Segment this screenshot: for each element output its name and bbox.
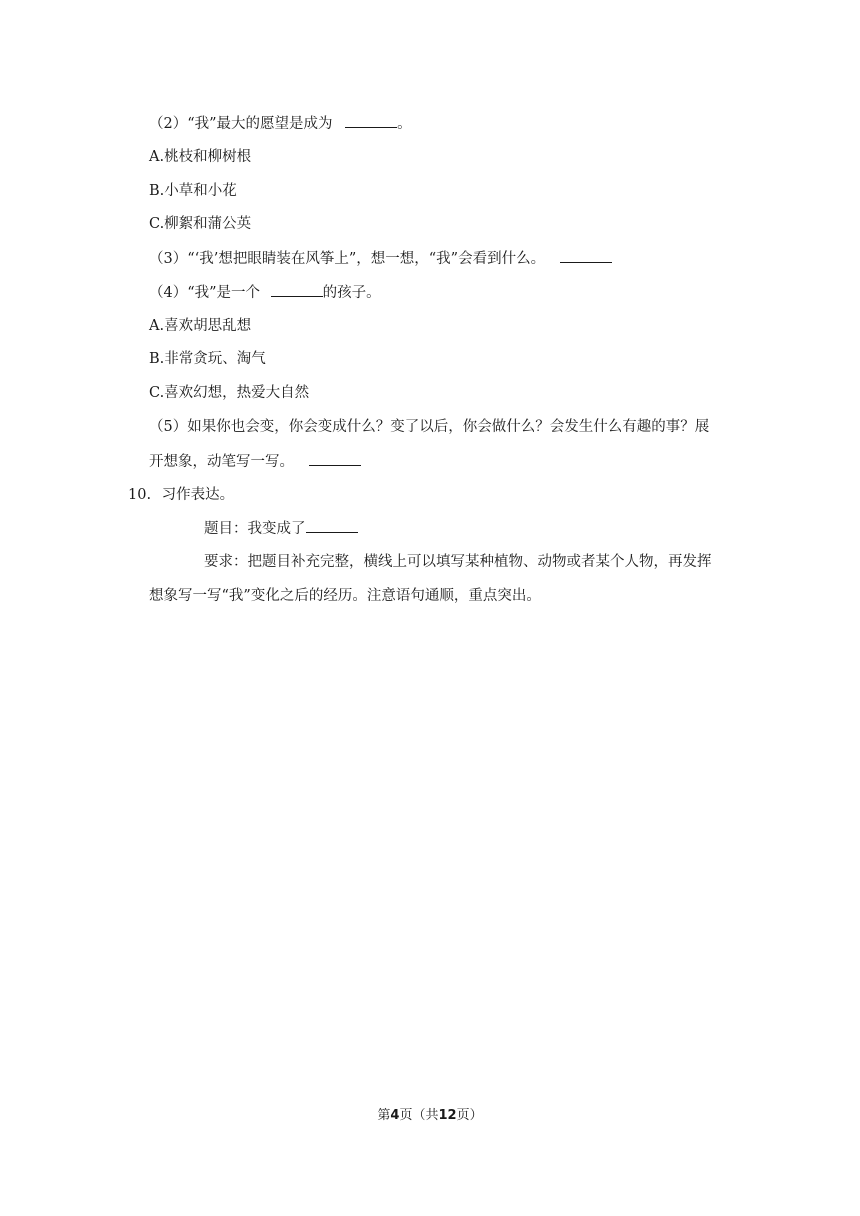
q9-sub2-text: （2）“我”最大的愿望是成为 xyxy=(149,116,333,132)
q9-sub4-question xyxy=(149,282,381,303)
q9-sub2-suffix: 。 xyxy=(397,116,412,132)
q9-sub5-line2 xyxy=(149,451,361,472)
q10-title: 习作表达。 xyxy=(161,487,235,503)
q9-sub3-question xyxy=(149,248,612,269)
answer-blank[interactable] xyxy=(309,451,361,466)
footer-total-pages: 12 xyxy=(438,1108,457,1123)
q9-sub5-line2-text: 开想象，动笔写一写。 xyxy=(149,454,294,470)
answer-blank[interactable] xyxy=(306,518,358,533)
q10-topic xyxy=(204,518,358,539)
page-footer xyxy=(0,1107,860,1125)
q9-sub2-option-b: B.小草和小花 xyxy=(149,183,237,199)
answer-blank[interactable] xyxy=(271,282,323,297)
q9-sub4-text-before: （4）“我”是一个 xyxy=(149,285,261,301)
q9-sub3-text: （3）“‘我’想把眼睛装在风筝上”，想一想，“我”会看到什么。 xyxy=(149,251,546,267)
q9-sub2-option-a: A.桃枝和柳树根 xyxy=(149,149,252,165)
footer-page-number: 4 xyxy=(390,1108,400,1123)
q9-sub2-question xyxy=(149,113,412,134)
q10-heading xyxy=(128,485,234,505)
footer-mid: 页（共 xyxy=(399,1108,439,1123)
footer-prefix: 第 xyxy=(377,1108,391,1123)
q10-requirement-line2: 想象写一写“我”变化之后的经历。注意语句通顺，重点突出。 xyxy=(149,588,541,604)
q10-requirement-line1: 要求：把题目补充完整，横线上可以填写某种植物、动物或者某个人物，再发挥 xyxy=(204,554,712,570)
answer-blank[interactable] xyxy=(345,113,397,128)
footer-suffix: 页） xyxy=(456,1108,483,1123)
q9-sub4-option-c: C.喜欢幻想，热爱大自然 xyxy=(149,385,310,401)
q10-number: 10. xyxy=(128,487,152,503)
answer-blank[interactable] xyxy=(560,248,612,263)
q10-topic-text: 题目：我变成了 xyxy=(204,521,306,537)
q9-sub2-option-c: C.柳絮和蒲公英 xyxy=(149,216,252,232)
q9-sub5-line1: （5）如果你也会变，你会变成什么？变了以后，你会做什么？会发生什么有趣的事？展 xyxy=(149,419,710,435)
q9-sub4-option-b: B.非常贪玩、淘气 xyxy=(149,351,266,367)
q9-sub4-text-after: 的孩子。 xyxy=(322,285,381,301)
q9-sub4-option-a: A.喜欢胡思乱想 xyxy=(149,318,252,334)
